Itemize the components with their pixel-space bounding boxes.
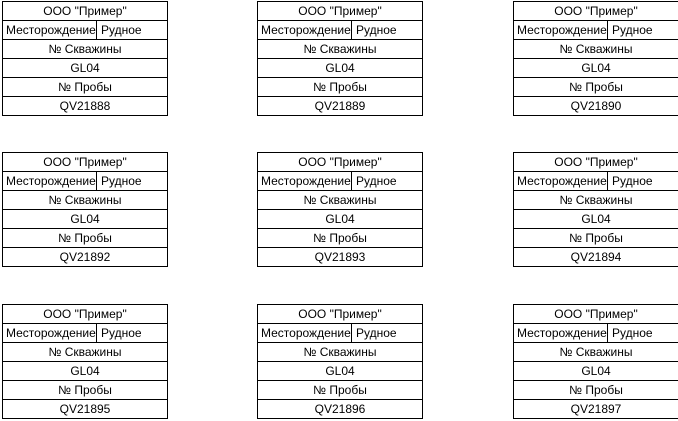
field-value: Рудное [356, 326, 397, 340]
well-label: № Скважины [258, 343, 422, 362]
well-value: GL04 [514, 362, 678, 381]
sample-label-card [257, 152, 423, 267]
field-label: Месторождение [3, 21, 97, 39]
field-label: Месторождение [258, 324, 352, 342]
field-value: Рудное [612, 326, 653, 340]
well-label: № Скважины [514, 191, 678, 210]
sample-label: № Пробы [514, 381, 678, 400]
company-name: ООО "Пример" [258, 305, 422, 324]
sample-label: № Пробы [3, 229, 167, 248]
sample-value: QV21890 [570, 99, 622, 113]
field-row [514, 21, 678, 40]
field-row [514, 324, 678, 343]
company-name: ООО "Пример" [3, 305, 167, 324]
well-value: GL04 [3, 362, 167, 381]
field-label: Месторождение [258, 172, 352, 190]
field-row [3, 21, 167, 40]
well-label: № Скважины [3, 40, 167, 59]
sample-label-card [2, 152, 168, 267]
sample-value: QV21897 [570, 402, 622, 416]
field-label: Месторождение [3, 324, 97, 342]
field-row [514, 172, 678, 191]
sample-value: QV21895 [59, 402, 111, 416]
well-label: № Скважины [258, 191, 422, 210]
field-value: Рудное [101, 23, 142, 37]
well-label: № Скважины [3, 343, 167, 362]
field-value: Рудное [612, 174, 653, 188]
well-label: № Скважины [3, 191, 167, 210]
company-name: ООО "Пример" [258, 153, 422, 172]
sample-value: QV21896 [314, 402, 366, 416]
company-name: ООО "Пример" [3, 2, 167, 21]
sample-label: № Пробы [3, 78, 167, 97]
sample-value: QV21888 [59, 99, 111, 113]
field-row [258, 21, 422, 40]
company-name: ООО "Пример" [258, 2, 422, 21]
field-value: Рудное [612, 23, 653, 37]
well-value: GL04 [3, 210, 167, 229]
field-label: Месторождение [514, 172, 608, 190]
field-label: Месторождение [514, 324, 608, 342]
sample-value: QV21889 [314, 99, 366, 113]
sample-label-card [513, 304, 678, 419]
well-value: GL04 [514, 59, 678, 78]
field-label: Месторождение [258, 21, 352, 39]
field-row [3, 324, 167, 343]
field-row [258, 172, 422, 191]
field-value: Рудное [356, 23, 397, 37]
sample-label: № Пробы [258, 381, 422, 400]
well-value: GL04 [258, 59, 422, 78]
company-name: ООО "Пример" [3, 153, 167, 172]
well-value: GL04 [514, 210, 678, 229]
sample-label: № Пробы [258, 229, 422, 248]
sample-label-card [513, 1, 678, 116]
sample-value: QV21892 [59, 250, 111, 264]
sample-value: QV21893 [314, 250, 366, 264]
sample-label-card [257, 304, 423, 419]
sample-label: № Пробы [514, 229, 678, 248]
sample-label-card [2, 1, 168, 116]
field-row [258, 324, 422, 343]
field-label: Месторождение [514, 21, 608, 39]
well-label: № Скважины [258, 40, 422, 59]
well-value: GL04 [3, 59, 167, 78]
company-name: ООО "Пример" [514, 153, 678, 172]
sample-label-card [513, 152, 678, 267]
field-value: Рудное [101, 174, 142, 188]
sample-label-card [2, 304, 168, 419]
well-label: № Скважины [514, 40, 678, 59]
company-name: ООО "Пример" [514, 305, 678, 324]
sample-label: № Пробы [258, 78, 422, 97]
sample-label: № Пробы [3, 381, 167, 400]
field-row [3, 172, 167, 191]
well-label: № Скважины [514, 343, 678, 362]
field-value: Рудное [356, 174, 397, 188]
well-value: GL04 [258, 362, 422, 381]
sample-label-card [257, 1, 423, 116]
company-name: ООО "Пример" [514, 2, 678, 21]
field-value: Рудное [101, 326, 142, 340]
field-label: Месторождение [3, 172, 97, 190]
sample-label: № Пробы [514, 78, 678, 97]
sample-value: QV21894 [570, 250, 622, 264]
well-value: GL04 [258, 210, 422, 229]
